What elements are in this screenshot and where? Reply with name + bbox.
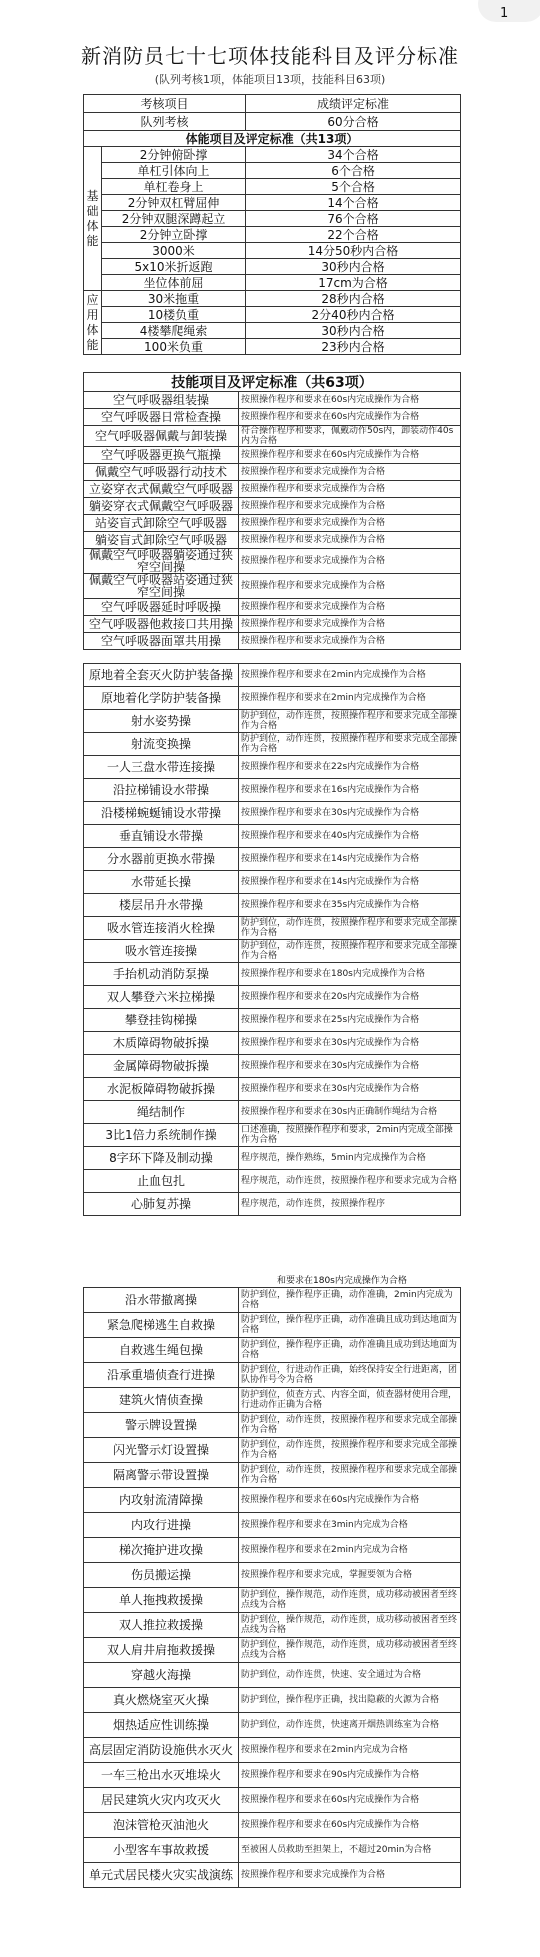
table-row <box>84 1788 461 1813</box>
skill-standard: 按照操作程序和要求完成操作为合格 <box>239 574 461 599</box>
skill-item: 沿水带撤离操 <box>84 1288 239 1313</box>
skill-item: 佩戴空气呼吸器站姿通过狭窄空间操 <box>84 574 239 599</box>
skill-standard: 按照操作程序和要求完成操作为合格 <box>239 616 461 633</box>
table-row <box>84 498 461 515</box>
fitness-table <box>83 94 461 355</box>
header-item: 考核项目 <box>84 95 246 113</box>
skills-table-3 <box>83 1287 461 1888</box>
skill-item: 楼层吊升水带操 <box>84 894 239 917</box>
skill-item: 吸水管连接操 <box>84 940 239 963</box>
fitness-basic-category-label: 基础体能 <box>84 147 102 291</box>
skill-item: 真火燃烧室灭火操 <box>84 1688 239 1713</box>
skill-standard: 按照操作程序和要求完成操作为合格 <box>239 599 461 616</box>
table-row <box>84 532 461 549</box>
page-number-badge <box>478 0 540 22</box>
skill-item: 小型客车事故救援 <box>84 1838 239 1863</box>
skill-item: 警示牌设置操 <box>84 1413 239 1438</box>
fitness-basic-item: 5x10米折返跑 <box>102 259 246 275</box>
skills-continuation-text: 和要求在180s内完成操作为合格 <box>277 1276 407 1286</box>
queue-item: 队列考核 <box>84 113 246 131</box>
fitness-applied-standard: 2分40秒内合格 <box>246 307 461 323</box>
skill-item: 空气呼吸器面罩共用操 <box>84 633 239 650</box>
skill-item: 内攻射流清障操 <box>84 1488 239 1513</box>
table-row <box>84 664 461 687</box>
skill-item: 8字环下降及制动操 <box>84 1147 239 1170</box>
table-row <box>84 733 461 756</box>
skill-standard: 防护到位，动作连贯，按照操作程序和要求完成全部操作为合格 <box>239 710 461 733</box>
table-row <box>84 515 461 532</box>
skills-section-title: 技能项目及评定标准（共63项） <box>84 373 461 393</box>
fitness-basic-item: 3000米 <box>102 243 246 259</box>
skill-standard: 按照操作程序和要求完成，掌握要领为合格 <box>239 1563 461 1588</box>
skill-item: 高层固定消防设施供水灭火 <box>84 1738 239 1763</box>
skill-item: 垂直铺设水带操 <box>84 825 239 848</box>
skill-item: 空气呼吸器更换气瓶操 <box>84 447 239 464</box>
page-title: 新消防员七十七项体技能科目及评分标准 <box>81 44 459 68</box>
skill-item: 3比1倍力系统制作操 <box>84 1124 239 1147</box>
skill-item: 建筑火情侦查操 <box>84 1388 239 1413</box>
skill-standard: 按照操作程序和要求在3min内完成为合格 <box>239 1513 461 1538</box>
skill-item: 一人三盘水带连接操 <box>84 756 239 779</box>
skill-item: 射流变换操 <box>84 733 239 756</box>
table-row <box>84 1338 461 1363</box>
skill-standard: 防护到位，动作连贯，按照操作程序和要求完成全部操作为合格 <box>239 733 461 756</box>
skill-standard: 程序规范，操作熟练，5min内完成操作为合格 <box>239 1147 461 1170</box>
fitness-basic-item: 2分钟双杠臂屈伸 <box>102 195 246 211</box>
table-row <box>84 1463 461 1488</box>
skill-standard: 按照操作程序和要求在30s内完成操作为合格 <box>239 802 461 825</box>
table-row <box>84 1438 461 1463</box>
skill-standard: 按照操作程序和要求在60s内完成操作为合格 <box>239 409 461 426</box>
table-row <box>84 986 461 1009</box>
skill-item: 绳结制作 <box>84 1101 239 1124</box>
skill-item: 自救逃生绳包操 <box>84 1338 239 1363</box>
table-row <box>84 574 461 599</box>
table-row <box>84 894 461 917</box>
skill-item: 空气呼吸器日常检查操 <box>84 409 239 426</box>
table-row <box>84 1055 461 1078</box>
queue-standard: 60分合格 <box>246 113 461 131</box>
fitness-basic-item: 2分钟俯卧撑 <box>102 147 246 163</box>
fitness-applied-item: 30米拖重 <box>102 291 246 307</box>
skill-item: 一车三枪出水灭堆垛火 <box>84 1763 239 1788</box>
fitness-basic-standard: 5个合格 <box>246 179 461 195</box>
skill-standard: 按照操作程序和要求在60s内完成操作为合格 <box>239 1813 461 1838</box>
skills-table-2 <box>83 663 461 1216</box>
table-row <box>84 392 461 409</box>
skill-item: 金属障碍物破拆操 <box>84 1055 239 1078</box>
skill-item: 立姿穿衣式佩戴空气呼吸器 <box>84 481 239 498</box>
skill-standard: 防护到位，行进动作正确，始终保持安全行进距离，团队协作号令为合格 <box>239 1363 461 1388</box>
fitness-basic-item: 坐位体前屈 <box>102 275 246 291</box>
table-row <box>84 1488 461 1513</box>
table-row <box>84 802 461 825</box>
fitness-basic-standard: 76个合格 <box>246 211 461 227</box>
table-row <box>84 1863 461 1888</box>
table-row <box>84 871 461 894</box>
skill-item: 原地着全套灭火防护装备操 <box>84 664 239 687</box>
skill-standard: 防护到位，操作程序正确，动作准确且成功到达地面为合格 <box>239 1313 461 1338</box>
skill-item: 手抬机动消防泵操 <box>84 963 239 986</box>
skill-standard: 按照操作程序和要求在90s内完成操作为合格 <box>239 1763 461 1788</box>
skill-item: 沿楼梯蜿蜒铺设水带操 <box>84 802 239 825</box>
skill-standard: 防护到位，操作程序正确，找出隐蔽的火源为合格 <box>239 1688 461 1713</box>
fitness-applied-standard: 30秒内合格 <box>246 323 461 339</box>
skill-item: 佩戴空气呼吸器躺姿通过狭窄空间操 <box>84 549 239 574</box>
fitness-applied-standard: 28秒内合格 <box>246 291 461 307</box>
skill-standard: 按照操作程序和要求在30s内完成操作为合格 <box>239 1032 461 1055</box>
skill-item: 射水姿势操 <box>84 710 239 733</box>
skill-item: 水带延长操 <box>84 871 239 894</box>
page-number: 1 <box>500 6 509 21</box>
fitness-basic-standard: 17cm为合格 <box>246 275 461 291</box>
skill-standard: 防护到位，动作连贯，按照操作程序和要求完成全部操作为合格 <box>239 1413 461 1438</box>
skill-item: 居民建筑火灾内攻灭火 <box>84 1788 239 1813</box>
table-row <box>84 599 461 616</box>
skill-standard: 防护到位，动作连贯，按照操作程序和要求完成全部操作为合格 <box>239 917 461 940</box>
skill-standard: 防护到位，动作连贯，按照操作程序和要求完成全部操作为合格 <box>239 1463 461 1488</box>
table-row <box>84 549 461 574</box>
skill-standard: 按照操作程序和要求在25s内完成操作为合格 <box>239 1009 461 1032</box>
skill-item: 双人肩井肩拖救援操 <box>84 1638 239 1663</box>
skill-item: 水泥板障碍物破拆操 <box>84 1078 239 1101</box>
skill-standard: 按照操作程序和要求在22s内完成操作为合格 <box>239 756 461 779</box>
table-row <box>84 687 461 710</box>
skill-item: 伤员搬运操 <box>84 1563 239 1588</box>
fitness-basic-standard: 34个合格 <box>246 147 461 163</box>
table-row <box>84 1738 461 1763</box>
table-row <box>84 1032 461 1055</box>
skill-standard: 至被困人员救助至担架上，不超过20min为合格 <box>239 1838 461 1863</box>
page-subtitle: (队列考核1项，体能项目13项，技能科目63项) <box>154 73 386 86</box>
skill-standard: 按照操作程序和要求完成操作为合格 <box>239 549 461 574</box>
skill-item: 内攻行进操 <box>84 1513 239 1538</box>
skill-standard: 按照操作程序和要求在2min内完成操作为合格 <box>239 687 461 710</box>
table-row <box>84 779 461 802</box>
skill-item: 烟热适应性训练操 <box>84 1713 239 1738</box>
skill-standard: 按照操作程序和要求在30s内完成操作为合格 <box>239 1078 461 1101</box>
skill-standard: 按照操作程序和要求在35s内完成操作为合格 <box>239 894 461 917</box>
fitness-basic-standard: 6个合格 <box>246 163 461 179</box>
skill-standard: 按照操作程序和要求完成操作为合格 <box>239 498 461 515</box>
skill-item: 单人拖拽救援操 <box>84 1588 239 1613</box>
skill-item: 双人攀登六米拉梯操 <box>84 986 239 1009</box>
table-row <box>84 1124 461 1147</box>
skill-standard: 按照操作程序和要求完成操作为合格 <box>239 515 461 532</box>
skill-standard: 按照操作程序和要求在14s内完成操作为合格 <box>239 848 461 871</box>
skill-standard: 防护到位，动作连贯，快速、安全通过为合格 <box>239 1663 461 1688</box>
skill-standard: 按照操作程序和要求在2min内完成为合格 <box>239 1738 461 1763</box>
skill-item: 紧急爬梯逃生自救操 <box>84 1313 239 1338</box>
skill-item: 单元式居民楼火灾实战演练 <box>84 1863 239 1888</box>
skill-standard: 防护到位，侦查方式、内容全面，侦查器材使用合理，行进动作正确为合格 <box>239 1388 461 1413</box>
table-row <box>84 1588 461 1613</box>
skill-item: 穿越火海操 <box>84 1663 239 1688</box>
table-row <box>84 710 461 733</box>
skill-standard: 防护到位，操作规范，动作连贯，成功移动被困者至终点线为合格 <box>239 1638 461 1663</box>
table-row <box>84 409 461 426</box>
skill-standard: 按照操作程序和要求在16s内完成操作为合格 <box>239 779 461 802</box>
fitness-basic-item: 单杠引体向上 <box>102 163 246 179</box>
skill-item: 木质障碍物破拆操 <box>84 1032 239 1055</box>
table-row <box>84 825 461 848</box>
table-row <box>84 1101 461 1124</box>
fitness-applied-standard: 23秒内合格 <box>246 339 461 355</box>
table-row <box>84 940 461 963</box>
skill-standard: 程序规范，动作连贯，按照操作程序 <box>239 1193 461 1216</box>
skill-item: 闪光警示灯设置操 <box>84 1438 239 1463</box>
skill-standard: 按照操作程序和要求在180s内完成操作为合格 <box>239 963 461 986</box>
skill-item: 原地着化学防护装备操 <box>84 687 239 710</box>
skill-standard: 按照操作程序和要求在40s内完成操作为合格 <box>239 825 461 848</box>
table-row <box>84 1538 461 1563</box>
table-row <box>84 1838 461 1863</box>
skill-standard: 防护到位，操作规范，动作连贯，成功移动被困者至终点线为合格 <box>239 1613 461 1638</box>
skill-standard: 口述准确，按照操作程序和要求，2min内完成全部操作为合格 <box>239 1124 461 1147</box>
fitness-basic-item: 单杠卷身上 <box>102 179 246 195</box>
skill-standard: 按照操作程序和要求完成操作为合格 <box>239 532 461 549</box>
fitness-applied-item: 100米负重 <box>102 339 246 355</box>
skill-item: 空气呼吸器他救接口共用操 <box>84 616 239 633</box>
fitness-applied-category-label: 应用体能 <box>84 291 102 355</box>
skill-standard: 按照操作程序和要求完成操作为合格 <box>239 481 461 498</box>
table-row <box>84 481 461 498</box>
fitness-basic-standard: 30秒内合格 <box>246 259 461 275</box>
table-row <box>84 426 461 447</box>
skill-item: 心肺复苏操 <box>84 1193 239 1216</box>
table-row <box>84 1513 461 1538</box>
skill-standard: 按照操作程序和要求在60s内完成操作为合格 <box>239 447 461 464</box>
table-row <box>84 1638 461 1663</box>
table-row <box>84 1763 461 1788</box>
skill-standard: 符合操作程序和要求，佩戴动作50s内，卸装动作40s内为合格 <box>239 426 461 447</box>
skill-item: 吸水管连接消火栓操 <box>84 917 239 940</box>
skill-standard: 按照操作程序和要求在14s内完成操作为合格 <box>239 871 461 894</box>
skill-item: 站姿盲式卸除空气呼吸器 <box>84 515 239 532</box>
skill-standard: 按照操作程序和要求在60s内完成操作为合格 <box>239 1488 461 1513</box>
table-row <box>84 616 461 633</box>
table-row <box>84 447 461 464</box>
skill-item: 隔离警示带设置操 <box>84 1463 239 1488</box>
table-row <box>84 1613 461 1638</box>
skill-item: 泡沫管枪灭油池火 <box>84 1813 239 1838</box>
fitness-applied-item: 10楼负重 <box>102 307 246 323</box>
skills-section-header <box>83 372 461 392</box>
skill-standard: 程序规范，动作连贯，按照操作程序和要求完成为合格 <box>239 1170 461 1193</box>
table-row <box>84 1147 461 1170</box>
skill-standard: 按照操作程序和要求完成操作为合格 <box>239 633 461 650</box>
skill-standard: 防护到位，动作连贯，按照操作程序和要求完成全部操作为合格 <box>239 940 461 963</box>
table-row <box>84 1688 461 1713</box>
skill-item: 沿承重墙侦查行进操 <box>84 1363 239 1388</box>
skill-standard: 按照操作程序和要求在2min内完成为合格 <box>239 1538 461 1563</box>
table-row <box>84 756 461 779</box>
table-row <box>84 963 461 986</box>
skill-standard: 防护到位，操作程序正确，动作准确，2min内完成为合格 <box>239 1288 461 1313</box>
skill-standard: 按照操作程序和要求完成操作为合格 <box>239 1863 461 1888</box>
skill-item: 梯次掩护进攻操 <box>84 1538 239 1563</box>
table-row <box>84 1170 461 1193</box>
fitness-basic-item: 2分钟双腿深蹲起立 <box>102 211 246 227</box>
skill-item: 躺姿穿衣式佩戴空气呼吸器 <box>84 498 239 515</box>
table-row <box>84 1713 461 1738</box>
fitness-basic-standard: 22个合格 <box>246 227 461 243</box>
skill-standard: 按照操作程序和要求在60s内完成操作为合格 <box>239 1788 461 1813</box>
skill-standard: 防护到位，操作规范，动作连贯，成功移动被困者至终点线为合格 <box>239 1588 461 1613</box>
skill-standard: 防护到位，动作连贯，快速离开烟热训练室为合格 <box>239 1713 461 1738</box>
table-row <box>84 1388 461 1413</box>
table-row <box>84 1813 461 1838</box>
table-row <box>84 917 461 940</box>
table-row <box>84 1663 461 1688</box>
skill-standard: 按照操作程序和要求在20s内完成操作为合格 <box>239 986 461 1009</box>
table-row <box>84 848 461 871</box>
skill-item: 空气呼吸器佩戴与卸装操 <box>84 426 239 447</box>
table-row <box>84 1313 461 1338</box>
skill-item: 止血包扎 <box>84 1170 239 1193</box>
table-row <box>84 1413 461 1438</box>
skill-standard: 按照操作程序和要求完成操作为合格 <box>239 464 461 481</box>
skill-standard: 按照操作程序和要求在30s内完成操作为合格 <box>239 1055 461 1078</box>
skill-standard: 按照操作程序和要求在30s内正确制作绳结为合格 <box>239 1101 461 1124</box>
fitness-basic-item: 2分钟立卧撑 <box>102 227 246 243</box>
skill-item: 沿拉梯铺设水带操 <box>84 779 239 802</box>
skills-table-1 <box>83 391 461 650</box>
fitness-basic-standard: 14分50秒内合格 <box>246 243 461 259</box>
fitness-section-title: 体能项目及评定标准（共13项） <box>84 131 461 147</box>
skill-standard: 按照操作程序和要求在2min内完成操作为合格 <box>239 664 461 687</box>
table-row <box>84 464 461 481</box>
table-row <box>84 1009 461 1032</box>
table-row <box>84 1563 461 1588</box>
skill-item: 分水器前更换水带操 <box>84 848 239 871</box>
skill-item: 躺姿盲式卸除空气呼吸器 <box>84 532 239 549</box>
skill-standard: 按照操作程序和要求在60s内完成操作为合格 <box>239 392 461 409</box>
skill-item: 佩戴空气呼吸器行动技术 <box>84 464 239 481</box>
table-row <box>84 1363 461 1388</box>
skill-item: 空气呼吸器组装操 <box>84 392 239 409</box>
header-standard: 成绩评定标准 <box>246 95 461 113</box>
skill-standard: 防护到位，动作连贯，按照操作程序和要求完成全部操作为合格 <box>239 1438 461 1463</box>
fitness-basic-standard: 14个合格 <box>246 195 461 211</box>
fitness-applied-item: 4楼攀爬绳索 <box>102 323 246 339</box>
table-row <box>84 1193 461 1216</box>
table-row <box>84 1078 461 1101</box>
skill-item: 双人推拉救援操 <box>84 1613 239 1638</box>
table-row <box>84 633 461 650</box>
table-row <box>84 1288 461 1313</box>
skill-item: 攀登挂钩梯操 <box>84 1009 239 1032</box>
skill-item: 空气呼吸器延时呼吸操 <box>84 599 239 616</box>
skill-standard: 防护到位，操作程序正确，动作准确且成功到达地面为合格 <box>239 1338 461 1363</box>
